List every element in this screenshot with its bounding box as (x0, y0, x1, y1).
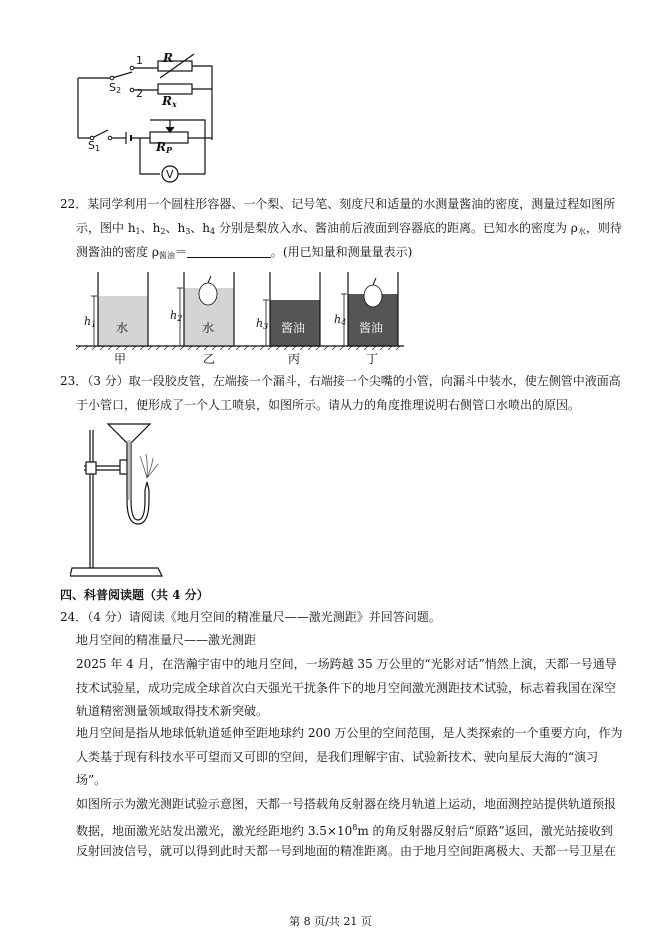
beaker-3-caption: 丙 (288, 352, 301, 366)
circuit-label-Rx-sub: x (171, 99, 177, 109)
q22-line3-sub: 酱油 (158, 251, 175, 260)
q22-line1 (60, 196, 615, 212)
circuit-label-V: V (166, 168, 174, 181)
beaker-4-h: h (334, 313, 342, 326)
circuit-label-1: 1 (136, 54, 143, 67)
section4-title: 四、科普阅读题（共 4 分） (60, 588, 209, 602)
circuit-label-Rp-sub: P (165, 145, 172, 155)
circuit-label-Rx-main: R (162, 94, 172, 108)
beaker-1-h: h (84, 315, 92, 328)
beaker-4-h-sub: 4 (341, 318, 347, 327)
beaker-2-h-label (170, 308, 182, 327)
circuit-label-S1-main: S (88, 139, 95, 152)
q22-line3-a: 测酱油的密度 ρ (76, 245, 159, 259)
circuit-label-2: 2 (136, 87, 143, 100)
beaker-1-h-sub: 1 (91, 320, 97, 329)
beaker-4-h-label (334, 312, 346, 331)
circuit-label-Rx (162, 93, 177, 112)
beaker-1-h-label (84, 314, 96, 333)
q24-p1-line2: 技术试验星，成功完成全球首次白天强光干扰条件下的地月空间激光测距技术试验，标志着我国在深空 (76, 681, 617, 695)
q22-number: 22． (60, 197, 88, 211)
circuit-label-S2-sub: 2 (115, 86, 122, 95)
q22-line3 (76, 244, 412, 264)
q22-line2-e: 分别是梨放入水、酱油前后液面到容器底的距离。已知水的密度为 ρ (215, 221, 578, 235)
circuit-label-Rp (156, 139, 172, 158)
q24-p3-line2-sup: 8 (352, 823, 358, 832)
beaker-3-h: h (256, 317, 264, 330)
beaker-2-liquid: 水 (202, 321, 215, 335)
q24-p3-line2 (76, 820, 613, 839)
beaker-1-liquid: 水 (116, 321, 129, 335)
q22-line2-sub-water: 水 (577, 227, 586, 236)
q22-line2-sub1: 1 (135, 227, 141, 236)
answer-blank[interactable] (187, 245, 271, 258)
beaker-3-h-sub: 3 (263, 322, 269, 331)
q24-line1: 24．（4 分）请阅读《地月空间的精准量尺——激光测距》并回答问题。 (60, 610, 441, 624)
beaker-2-h-sub: 2 (177, 314, 183, 323)
q23-line2: 于小管口，便形成了一个人工喷泉，如图所示。请从力的角度推理说明右侧管口水喷出的原因。 (76, 398, 581, 412)
q24-p2-line2: 人类基于现有科技水平可望而又可即的空间，是我们理解宇宙、试验新技术、驶向星辰大海的“演习 (76, 750, 599, 764)
q22-line2-c: 、h (165, 221, 186, 235)
q24-p3-line2-b: m 的角反射器反射后“原路”返回，激光站接收到 (357, 824, 613, 838)
q22-line3-b: ＝ (174, 245, 187, 259)
beaker-2-h: h (170, 309, 178, 322)
beaker-1-caption: 甲 (114, 352, 127, 366)
beaker-3-liquid: 酱油 (281, 321, 306, 335)
fountain-apparatus-figure (70, 420, 180, 580)
beaker-3-h-label (256, 316, 268, 335)
q24-p3-line2-a: 数据，地面激光站发出激光，激光经距地约 3.5×10 (76, 824, 353, 838)
q23-line1: 23．（3 分）取一段胶皮管，左端接一个漏斗，右端接一个尖嘴的小管，向漏斗中装水，使左侧管中液面高 (60, 374, 621, 388)
q22-line2-f: ，则待 (585, 221, 622, 235)
circuit-label-Rp-main: R (156, 140, 166, 154)
q22-line2-a: 示，图中 h (76, 221, 136, 235)
beaker-2-caption: 乙 (203, 352, 216, 366)
q22-line2-b: 、h (140, 221, 161, 235)
beakers-figure (76, 268, 406, 350)
q24-p2-line1: 地月空间是指从地球低轨道延伸至距地球约 200 万公里的空间范围，是人类探索的一个重要方向，作为 (76, 726, 623, 740)
q24-p2-line3: 场”。 (76, 773, 107, 787)
q22-line2-d: 、h (190, 221, 211, 235)
q22-line3-c: 。(用已知量和测量量表示) (270, 245, 413, 259)
q24-p1-line1: 2025 年 4 月，在浩瀚宇宙中的地月空间，一场跨越 35 万公里的“光影对话”悄然上演，天都一号通导 (76, 657, 617, 671)
q22-line2-sub2: 2 (160, 227, 166, 236)
q24-article-title: 地月空间的精准量尺——激光测距 (76, 633, 257, 647)
circuit-diagram (70, 50, 220, 190)
circuit-label-S1 (88, 138, 100, 157)
q24-p3-line3: 反射回波信号，就可以得到此时天都一号到地面的精准距离。由于地月空间距离极大、天都一号卫星在 (76, 844, 617, 858)
q24-p3-line1: 如图所示为激光测距试验示意图，天都一号搭载角反射器在绕月轨道上运动，地面测控站提供轨道预报 (76, 797, 617, 811)
q22-line2-sub4: 4 (210, 227, 216, 236)
circuit-label-S1-sub: 1 (94, 144, 101, 153)
beaker-4-liquid: 酱油 (359, 321, 384, 335)
q22-line1-text: 某同学利用一个圆柱形容器、一个梨、记号笔、刻度尺和适量的水测量酱油的密度，测量过程如图所 (87, 197, 616, 211)
beaker-4-caption: 丁 (366, 352, 379, 366)
page-footer: 第 8 页/共 21 页 (289, 915, 372, 928)
circuit-label-S2-main: S (109, 81, 116, 94)
q22-line2 (76, 220, 622, 240)
circuit-label-S2 (109, 80, 121, 99)
q22-line2-sub3: 3 (185, 227, 191, 236)
circuit-label-R: R (163, 51, 173, 65)
q24-p1-line3: 轨道精密测量领域取得技术新突破。 (76, 704, 269, 718)
